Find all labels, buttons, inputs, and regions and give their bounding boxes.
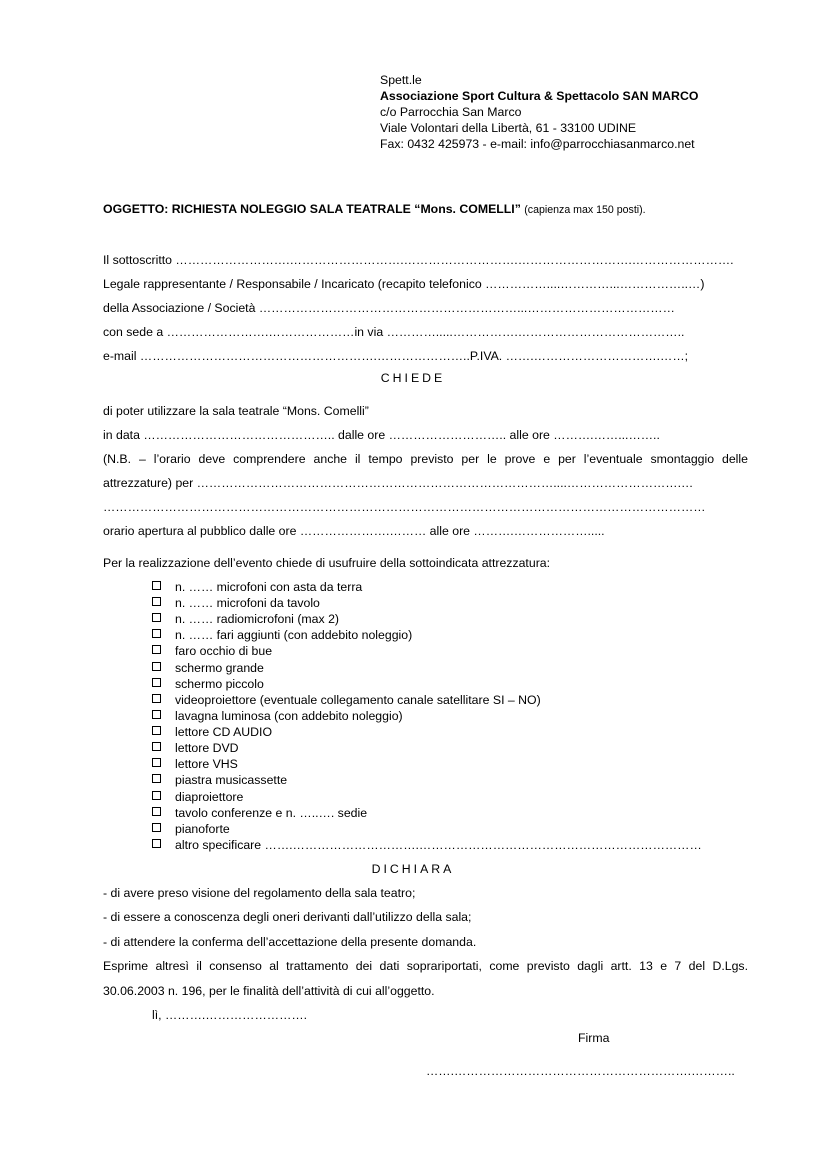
signature-label: Firma — [578, 1031, 610, 1045]
equipment-item[interactable]: n. …… radiomicrofoni (max 2) — [152, 612, 339, 627]
equipment-item[interactable]: altro specificare …….………………………….…………………………………………………………… — [152, 838, 702, 853]
checkbox-icon[interactable] — [152, 839, 161, 848]
checkbox-icon[interactable] — [152, 645, 161, 654]
checkbox-icon[interactable] — [152, 758, 161, 767]
recipient-contact: Fax: 0432 425973 - e-mail: info@parrocchiasanmarco.net — [380, 137, 695, 151]
field-legale-rappresentante[interactable]: Legale rappresentante / Responsabile / Incaricato (recapito telefonico ……………....…………...……………..…) — [103, 277, 705, 291]
equipment-item[interactable]: schermo piccolo — [152, 677, 264, 692]
signature-line[interactable]: …….………………………………………………….……….. — [426, 1064, 735, 1078]
recipient-salutation: Spett.le — [380, 73, 422, 87]
equipment-item[interactable]: faro occhio di bue — [152, 644, 272, 659]
field-sottoscritto[interactable]: Il sottoscritto ……………………….……………………….……………………….……………………….……………………. — [103, 253, 734, 267]
equipment-item[interactable]: pianoforte — [152, 822, 230, 837]
dichiara-item: - di essere a conoscenza degli oneri derivanti dall’utilizzo della sala; — [103, 910, 472, 924]
dichiara-item: - di attendere la conferma dell’accettazione della presente domanda. — [103, 935, 477, 949]
checkbox-icon[interactable] — [152, 774, 161, 783]
subject-note: (capienza max 150 posti). — [524, 204, 646, 216]
checkbox-icon[interactable] — [152, 807, 161, 816]
field-data-orari[interactable]: in data ……………………………………….. dalle ore ……………………….. alle ore ……….……...…….. — [103, 428, 660, 442]
checkbox-icon[interactable] — [152, 662, 161, 671]
checkbox-icon[interactable] — [152, 710, 161, 719]
field-place-date[interactable]: lì, ……….……………………. — [152, 1008, 308, 1022]
chiede-intro: di poter utilizzare la sala teatrale “Mons. Comelli” — [103, 404, 369, 418]
equipment-item[interactable]: videoproiettore (eventuale collegamento canale satellitare SI – NO) — [152, 693, 541, 708]
equipment-item[interactable]: diaproiettore — [152, 790, 243, 805]
equipment-intro: Per la realizzazione dell’evento chiede di usufruire della sottoindicata attrezzatura: — [103, 556, 551, 570]
field-orario-apertura[interactable]: orario apertura al pubblico dalle ore ………………….……… alle ore ……….………………..... — [103, 524, 605, 538]
recipient-address: Viale Volontari della Libertà, 61 - 33100 UDINE — [380, 121, 637, 135]
recipient-care-of: c/o Parrocchia San Marco — [380, 105, 522, 119]
checkbox-icon[interactable] — [152, 742, 161, 751]
recipient-name: Associazione Sport Cultura & Spettacolo SAN MARCO — [380, 89, 699, 103]
heading-dichiara: DICHIARA — [371, 862, 455, 876]
checkbox-icon[interactable] — [152, 823, 161, 832]
checkbox-icon[interactable] — [152, 629, 161, 638]
checkbox-icon[interactable] — [152, 597, 161, 606]
field-associazione[interactable]: della Associazione / Società ………………………………………………………...……………………………… — [103, 301, 675, 315]
checkbox-icon[interactable] — [152, 791, 161, 800]
field-dots-line[interactable]: ………………………………………………………………………………………………………………………………… — [103, 500, 706, 514]
equipment-item[interactable]: piastra musicassette — [152, 773, 287, 788]
equipment-item[interactable]: lettore VHS — [152, 757, 238, 772]
equipment-item[interactable]: lettore DVD — [152, 741, 239, 756]
equipment-item[interactable]: schermo grande — [152, 661, 264, 676]
checkbox-icon[interactable] — [152, 581, 161, 590]
equipment-item[interactable]: lettore CD AUDIO — [152, 725, 272, 740]
dichiara-item: - di avere preso visione del regolamento della sala teatro; — [103, 886, 416, 900]
heading-chiede: CHIEDE — [380, 371, 446, 385]
nb-line-1: (N.B. – l’orario deve comprendere anche il tempo previsto per le prove e per l’eventuale smontaggio delle — [103, 452, 748, 466]
checkbox-icon[interactable] — [152, 613, 161, 622]
checkbox-icon[interactable] — [152, 694, 161, 703]
equipment-item[interactable]: n. …… microfoni con asta da terra — [152, 580, 362, 595]
equipment-item[interactable]: n. …… fari aggiunti (con addebito noleggio) — [152, 628, 412, 643]
consent-line-2: 30.06.2003 n. 196, per le finalità dell’attività di cui all’oggetto. — [103, 984, 435, 998]
checkbox-icon[interactable] — [152, 678, 161, 687]
equipment-item[interactable]: tavolo conferenze e n. …..…. sedie — [152, 806, 367, 821]
field-attrezzature-per[interactable]: attrezzature) per ……………………………………………………………………………....……………………….… — [103, 476, 694, 490]
equipment-item[interactable]: lavagna luminosa (con addebito noleggio) — [152, 709, 403, 724]
equipment-item[interactable]: n. …… microfoni da tavolo — [152, 596, 320, 611]
subject-main: OGGETTO: RICHIESTA NOLEGGIO SALA TEATRALE “Mons. COMELLI” — [103, 202, 521, 216]
subject-line — [103, 202, 646, 218]
checkbox-icon[interactable] — [152, 726, 161, 735]
field-sede[interactable]: con sede a …………………….…………………in via ………….....…………….………………………………….. — [103, 325, 685, 339]
field-email-piva[interactable]: e-mail ………………………………………………….…………………..P.IVA. …….………………………….……; — [103, 349, 689, 363]
consent-line-1: Esprime altresì il consenso al trattamento dei dati soprariportati, come previsto dagli artt. 13 e 7 del D.Lgs. — [103, 959, 748, 973]
